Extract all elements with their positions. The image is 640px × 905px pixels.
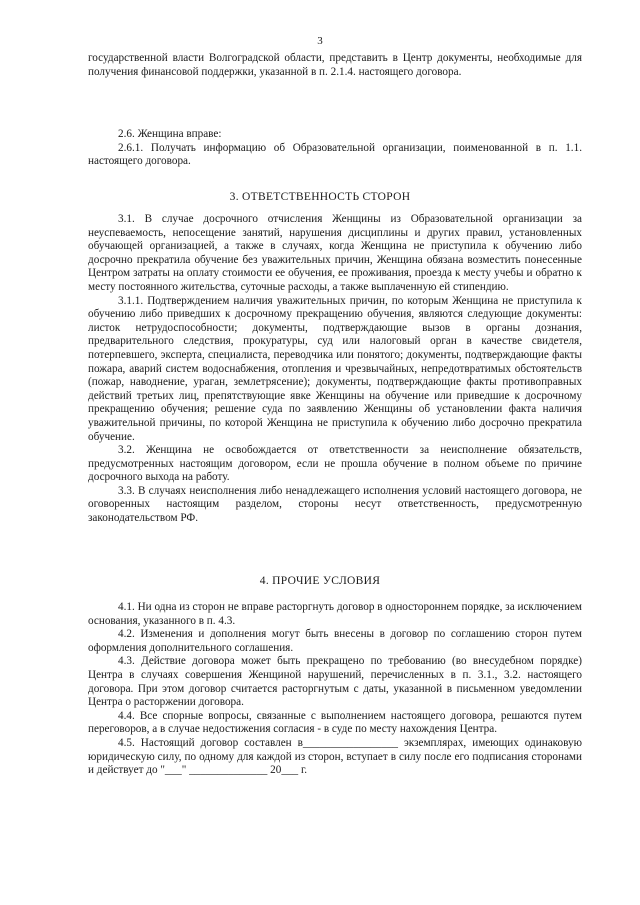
- clause-2-6: 2.6. Женщина вправе:: [118, 128, 222, 140]
- clause-3-2: 3.2. Женщина не освобождается от ответственности за неисполнение обязательств, предусмотренных настоящим договором, если не прошла обучение в полном объеме по причине досрочного выхода на работу.: [88, 444, 582, 484]
- intro-block: [88, 52, 582, 79]
- clause-2-6-1: 2.6.1. Получать информацию об Образовательной организации, поименованной в п. 1.1. настоящего договора.: [88, 141, 582, 168]
- clause-3-1-1: 3.1.1. Подтверждением наличия уважительных причин, по которым Женщина не приступила к обучению либо приведших к досрочному прекращению обучения, являются следующие документы: листок нетрудоспособности; документы, подтверждающие вызов в органы дознания, предварительного следствия, прокуратуры, суд или налоговый орган в качестве свидетеля, потерпевшего, эксперта, специалиста, переводчика или понятого; документы, подтверждающие факты пожара, аварий систем водоснабжения, отопления и чрезвычайных, непредотвратимых обстоятельств (пожар, наводнение, ураган, землетрясение); документы, подтверждающие факты противоправных действий третьих лиц, препятствующие явке Женщины на обучение или приведшие к досрочному прекращению обучения; решение суда по заявлению Женщины об установлении факта наличия уважительной причины, по которой Женщина не приступила к обучению либо досрочно прекратила обучение.: [88, 294, 582, 443]
- page-number: 3: [317, 35, 323, 47]
- section2-block: [88, 128, 582, 169]
- clause-4-5: 4.5. Настоящий договор составлен в_________________ экземплярах, имеющих одинаковую юридическую силу, по одному для каждой из сторон, вступает в силу после его подписания сторонами и действует до "___" ______________ 20___ г.: [88, 736, 582, 777]
- clause-4-2: 4.2. Изменения и дополнения могут быть внесены в договор по соглашению сторон путем оформления дополнительного соглашения.: [88, 628, 582, 654]
- clause-3-1: 3.1. В случае досрочного отчисления Женщины из Образовательной организации за неуспеваемость, непосещение занятий, нарушения дисциплины и других правил, установленных обучающей организацией, а также в случаях, когда Женщина не приступила к обучению либо досрочно прекратила обучение без уважительных причин, Женщина обязана возместить понесенные Центром затраты на оплату стоимости ее обучения, ее проживания, проезда к месту учебы и обратно к месту постоянного жительства, суточные расходы, а также выплаченную ей стипендию.: [88, 213, 582, 293]
- section3-heading: 3. ОТВЕТСТВЕННОСТЬ СТОРОН: [229, 191, 411, 203]
- section4-block: [88, 601, 582, 778]
- section3-block: [88, 213, 582, 526]
- intro-paragraph: государственной власти Волгоградской области, представить в Центр документы, необходимые для получения финансовой поддержки, указанной в п. 2.1.4. настоящего договора.: [88, 52, 582, 78]
- clause-4-1: 4.1. Ни одна из сторон не вправе расторгнуть договор в одностороннем порядке, за исключением основания, указанного в п. 4.3.: [88, 601, 582, 627]
- clause-3-3: 3.3. В случаях неисполнения либо ненадлежащего исполнения условий настоящего договора, не оговоренных настоящим разделом, стороны несут ответственность, предусмотренную законодательством РФ.: [88, 484, 582, 525]
- clause-4-3: 4.3. Действие договора может быть прекращено по требованию (во внесудебном порядке) Центра в случаях совершения Женщиной нарушений, перечисленных в п. 3.1., 3.2. настоящего договора. При этом договор считается расторгнутым с даты, указанной в письменном уведомлении Центра о расторжении договора.: [88, 655, 582, 709]
- section4-heading: 4. ПРОЧИЕ УСЛОВИЯ: [259, 575, 381, 587]
- clause-4-4: 4.4. Все спорные вопросы, связанные с выполнением настоящего договора, решаются путем переговоров, а в случае недостижения согласия - в суде по месту нахождения Центра.: [88, 709, 582, 736]
